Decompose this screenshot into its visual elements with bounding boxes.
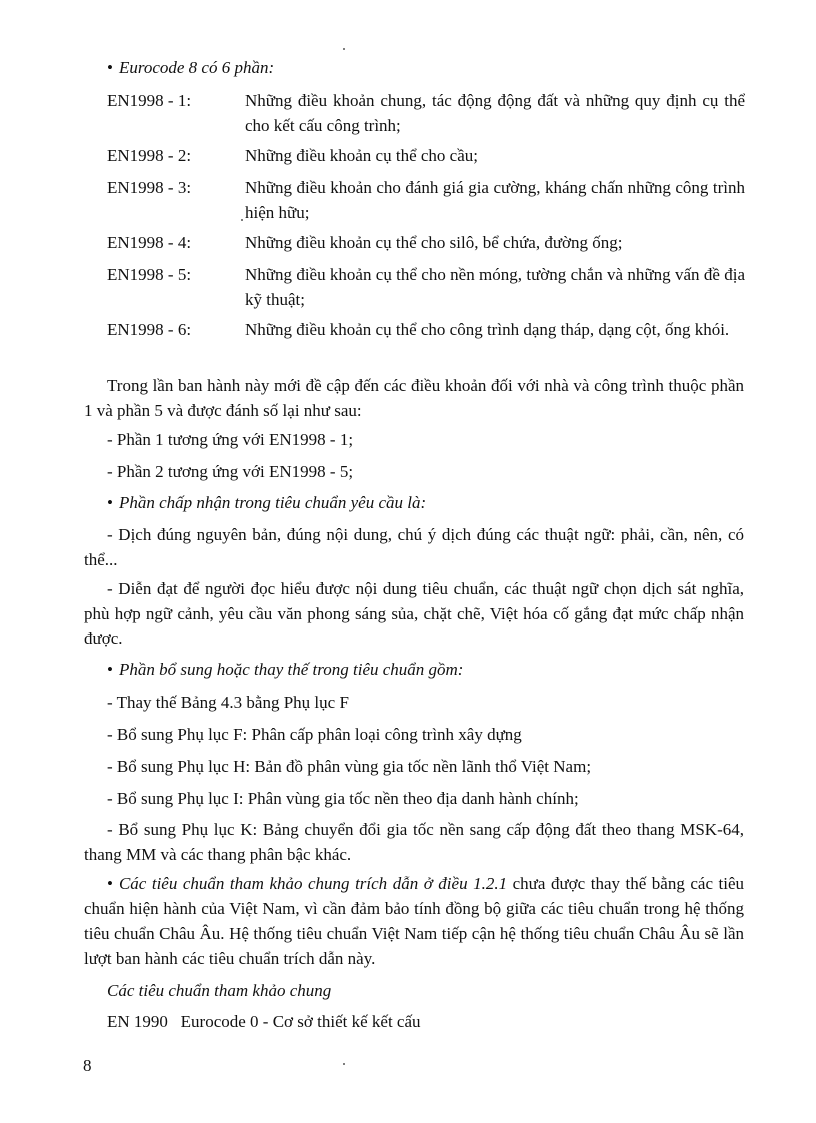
line-phu-luc-h: - Bổ sung Phụ lục H: Bản đồ phân vùng gia tốc nền lãnh thổ Việt Nam; xyxy=(107,757,592,776)
bullet-icon: • xyxy=(107,493,113,512)
bo-sung-heading: • Phần bổ sung hoặc thay thế trong tiêu chuẩn gồm: xyxy=(107,660,464,679)
bullet-icon: • xyxy=(107,660,113,679)
part-code: EN1998 - 2: xyxy=(107,146,192,165)
paragraph-dien-dat: - Diễn đạt để người đọc hiểu được nội dung tiêu chuẩn, các thuật ngữ chọn dịch sát nghĩa, phù hợp ngữ cảnh, yêu cầu văn phong sáng sủa, chặt chẽ, Việt hóa cố gắng đạt mức chấp nhận được. xyxy=(84,579,744,648)
tham-khao-rest: chưa được thay thế bằng các tiêu chuẩn hiện hành của Việt Nam, vì cần đảm bảo tính đồng bộ giữa các tiêu chuẩn trong hệ thống tiêu chuẩn Châu Âu. Hệ thống tiêu chuẩn Việt Nam tiếp cận hệ thống tiêu chuẩn Châu Âu sẽ lần lượt ban hành các tiêu chuẩn trích dẫn này. xyxy=(84,874,745,968)
paragraph-phu-luc-k: - Bổ sung Phụ lục K: Bảng chuyển đổi gia tốc nền sang cấp động đất theo thang MSK-64, thang MM và các thang phân bậc khác. xyxy=(84,820,744,864)
paragraph-tham-khao xyxy=(84,871,744,971)
scan-speck xyxy=(343,1063,345,1065)
tham-khao-italic: Các tiêu chuẩn tham khảo chung trích dẫn ở điều 1.2.1 xyxy=(118,874,508,893)
part-code: EN1998 - 5: xyxy=(107,265,192,284)
chap-nhan-heading: • Phần chấp nhận trong tiêu chuẩn yêu cầu là: xyxy=(107,493,427,512)
page-number: 8 xyxy=(83,1056,92,1075)
bullet-icon: • xyxy=(107,874,113,893)
part-desc: Những điều khoản cụ thể cho silô, bể chứa, đường ống; xyxy=(245,233,623,252)
part-desc: Những điều khoản cho đánh giá gia cường, kháng chấn những công trình hiện hữu; xyxy=(245,178,745,222)
line-phan-1: - Phần 1 tương ứng với EN1998 - 1; xyxy=(107,430,354,449)
scan-speck xyxy=(241,219,243,221)
part-desc: Những điều khoản cụ thể cho cầu; xyxy=(245,146,478,165)
part-code: EN1998 - 4: xyxy=(107,233,192,252)
part-desc: Những điều khoản cụ thể cho nền móng, tường chắn và những vấn đề địa kỹ thuật; xyxy=(245,265,745,309)
part-desc: Những điều khoản chung, tác động động đất và những quy định cụ thể cho kết cấu công trình; xyxy=(245,91,745,135)
eurocode-heading: • Eurocode 8 có 6 phần: xyxy=(107,58,275,77)
part-code: EN1998 - 1: xyxy=(107,91,192,110)
line-phu-luc-i: - Bổ sung Phụ lục I: Phân vùng gia tốc nền theo địa danh hành chính; xyxy=(107,789,579,808)
bullet-icon: • xyxy=(107,58,113,77)
part-code: EN1998 - 3: xyxy=(107,178,192,197)
paragraph-dich: - Dịch đúng nguyên bản, đúng nội dung, chú ý dịch đúng các thuật ngữ: phải, cần, nên, có thể... xyxy=(84,525,744,569)
line-phu-luc-f: - Bổ sung Phụ lục F: Phân cấp phân loại công trình xây dựng xyxy=(107,725,522,744)
line-thay-the: - Thay thế Bảng 4.3 bằng Phụ lục F xyxy=(107,693,349,712)
tham-khao-heading: Các tiêu chuẩn tham khảo chung xyxy=(107,981,332,1000)
part-desc: Những điều khoản cụ thể cho công trình dạng tháp, dạng cột, ống khói. xyxy=(245,320,730,339)
part-code: EN1998 - 6: xyxy=(107,320,192,339)
line-en-1990: EN 1990 Eurocode 0 - Cơ sở thiết kế kết cấu xyxy=(107,1012,421,1031)
paragraph-trong-lan: Trong lần ban hành này mới đề cập đến các điều khoản đối với nhà và công trình thuộc phần 1 và phần 5 và được đánh số lại như sau: xyxy=(84,376,744,420)
line-phan-2: - Phần 2 tương ứng với EN1998 - 5; xyxy=(107,462,354,481)
scan-speck xyxy=(343,48,345,50)
